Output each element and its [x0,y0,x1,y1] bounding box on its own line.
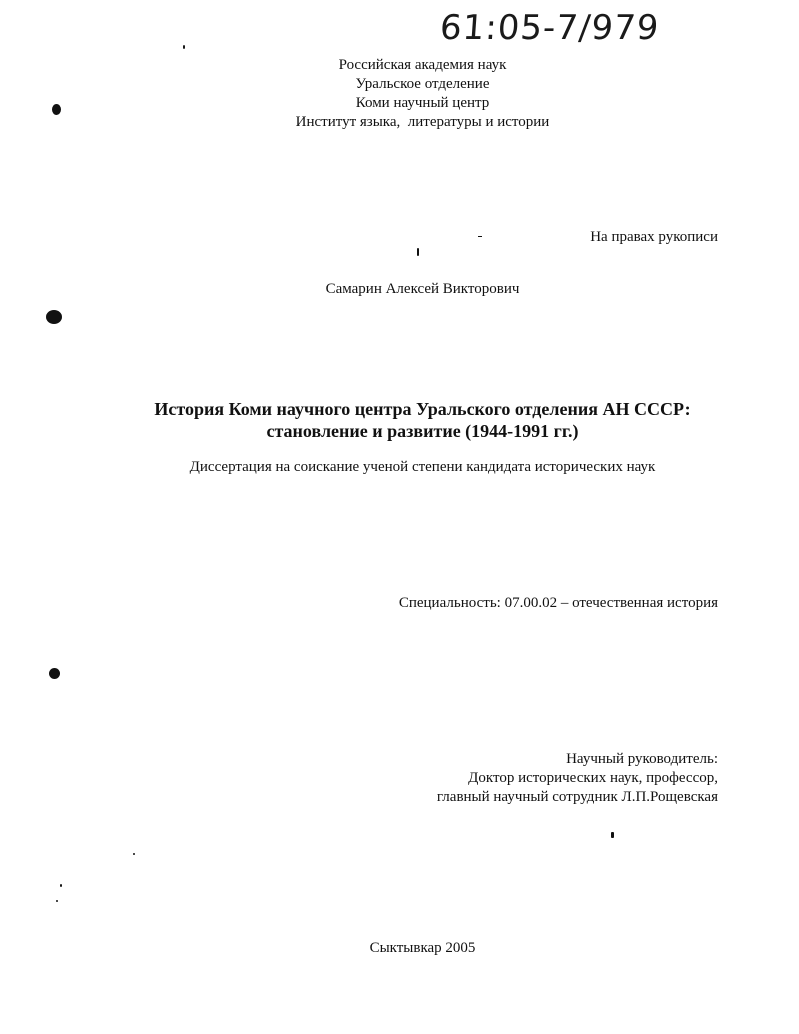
scan-speck [478,236,482,237]
binding-hole-mark [52,104,61,115]
institution-line: Институт языка, литературы и истории [295,114,550,130]
advisor-label: Научный руководитель: [566,751,718,767]
scan-speck [611,832,614,838]
archive-stamp: 61:05-7/979 [438,8,661,48]
institution-line: Коми научный центр [355,95,490,111]
city-year: Сыктывкар 2005 [369,940,476,956]
institution-line: Уральское отделение [355,76,490,92]
institution-header [0,56,799,132]
scan-speck [133,853,135,855]
institution-line: Российская академия наук [338,57,507,73]
advisor-degree: Доктор исторических наук, профессор, [468,770,718,786]
scan-speck [417,248,419,256]
dissertation-subtitle: Диссертация на соискание ученой степени кандидата исторических наук [189,459,656,475]
binding-hole-mark [49,668,60,679]
advisor-block [437,750,718,807]
scan-speck [56,900,58,902]
advisor-position: главный научный сотрудник Л.П.Рощевская [436,789,718,805]
title-line-1: История Коми научного центра Уральского отделения АН СССР: [154,399,691,419]
author-name: Самарин Алексей Викторович [325,281,520,297]
binding-hole-mark [46,310,62,324]
scan-speck [60,884,62,887]
dissertation-title [0,398,799,442]
specialty: Специальность: 07.00.02 – отечественная история [398,595,718,611]
rights-notice: На правах рукописи [590,229,718,245]
scan-speck [183,45,185,49]
title-line-2: становление и развитие (1944-1991 гг.) [266,421,579,441]
